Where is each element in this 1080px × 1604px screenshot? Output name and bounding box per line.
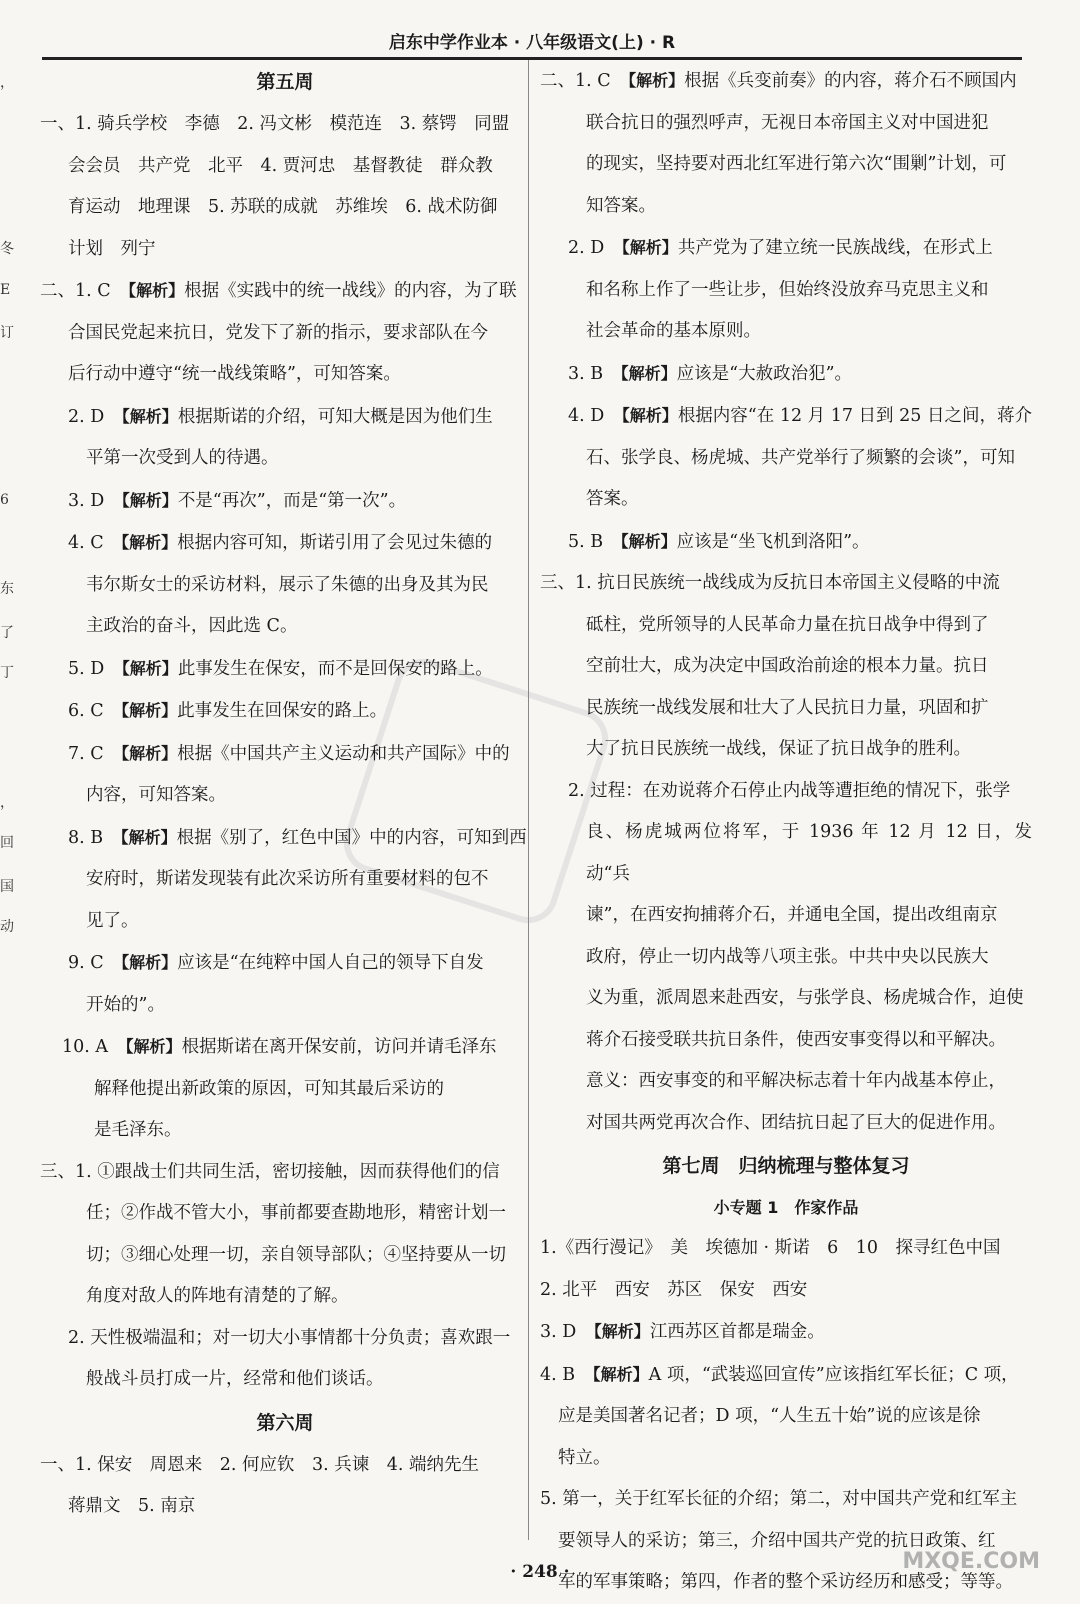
answer-line: 平第一次受到人的待遇。 xyxy=(86,448,279,468)
answer-line: 2. 天性极端温和；对一切大小事情都十分负责；喜欢跟一 xyxy=(68,1327,511,1348)
answer-line: 石、张学良、杨虎城、共产党举行了频繁的会谈”，可知 xyxy=(586,447,1015,468)
page-header: 启东中学作业本 · 八年级语文(上) · R xyxy=(42,28,1022,60)
answer-line: 谏”，在西安拘捕蒋介石，并通电全国，提出改组南京 xyxy=(586,905,998,925)
subsection-heading: 小专题 1 作家作品 xyxy=(713,1198,859,1217)
answer-line: 9. C 【解析】应该是“在纯粹中国人自己的领导下自发 xyxy=(68,953,484,973)
answer-line: 7. C 【解析】根据《中国共产主义运动和共产国际》中的 xyxy=(68,743,510,764)
answer-line: 4. D 【解析】根据内容“在 12 月 17 日到 25 日之间，蒋介 xyxy=(568,406,1032,426)
answer-line: 蒋介石接受联共抗日条件，使西安事变得以和平解决。 xyxy=(586,1029,1006,1050)
answer-line: 社会革命的基本原则。 xyxy=(586,321,761,341)
answer-line: 3. B 【解析】应该是“大赦政治犯”。 xyxy=(568,363,853,384)
answer-line: 意义：西安事变的和平解决标志着十年内战基本停止， xyxy=(586,1071,1006,1091)
answer-line: 联合抗日的强烈呼声，无视日本帝国主义对中国进犯 xyxy=(586,112,989,133)
answer-line: 政府，停止一切内战等八项主张。中共中央以民族大 xyxy=(586,946,989,967)
answer-line: 6. C 【解析】此事发生在回保安的路上。 xyxy=(68,701,388,721)
answer-line: 空前壮大，成为决定中国政治前途的根本力量。抗日 xyxy=(586,656,989,676)
answer-line: 的现实，坚持要对西北红军进行第六次“围剿”计划，可 xyxy=(586,154,1007,174)
answer-line: 2. 北平 西安 苏区 保安 西安 xyxy=(540,1279,808,1300)
answer-line: 一、1. 保安 周恩来 2. 何应钦 3. 兵谏 4. 端纳先生 xyxy=(40,1454,480,1475)
answer-line: 般战斗员打成一片，经常和他们谈话。 xyxy=(86,1369,384,1389)
answer-line: 开始的”。 xyxy=(86,994,165,1015)
answer-line: 答案。 xyxy=(586,489,639,509)
answer-line: 3. D 【解析】不是“再次”，而是“第一次”。 xyxy=(68,490,407,511)
answer-line: 要领导人的采访；第三，介绍中国共产党的抗日政策、红 xyxy=(558,1530,996,1551)
section-heading-week7: 第七周 归纳梳理与整体复习 xyxy=(662,1155,910,1177)
right-column xyxy=(540,60,1032,1604)
answer-line: 知答案。 xyxy=(586,195,656,216)
answer-line: 是毛泽东。 xyxy=(94,1120,182,1140)
answer-line: 5. 第一，关于红军长征的介绍；第二，对中国共产党和红军主 xyxy=(540,1489,1018,1509)
answer-line: 安府时，斯诺发现装有此次采访所有重要材料的包不 xyxy=(86,869,489,889)
answer-line: 三、1. 抗日民族统一战线成为反抗日本帝国主义侵略的中流 xyxy=(540,573,1000,593)
left-column xyxy=(40,60,530,1528)
answer-line: 军的军事策略；第四，作者的整个采访经历和感受；等等。 xyxy=(558,1572,1013,1592)
answer-line: 义为重，派周恩来赴西安，与张学良、杨虎城合作，迫使 xyxy=(586,988,1024,1008)
answer-line: 4. C 【解析】根据内容可知，斯诺引用了会见过朱德的 xyxy=(68,533,493,553)
section-heading-week5: 第五周 xyxy=(256,71,314,93)
answer-line: 5. B 【解析】应该是“坐飞机到洛阳”。 xyxy=(568,531,870,552)
answer-line: 会会员 共产党 北平 4. 贾河忠 基督教徒 群众教 xyxy=(68,155,493,176)
answer-line: 良、杨虎城两位将军，于 1936 年 12 月 12 日，发动“兵 xyxy=(586,822,1032,884)
page-number: · 248 · xyxy=(510,1562,570,1582)
answer-line: 大了抗日民族统一战线，保证了抗日战争的胜利。 xyxy=(586,739,971,759)
answer-line: 见了。 xyxy=(86,910,139,931)
answer-line: 10. A 【解析】根据斯诺在离开保安前，访问并请毛泽东 xyxy=(62,1037,497,1057)
answer-line: 民族统一战线发展和壮大了人民抗日力量，巩固和扩 xyxy=(586,697,989,718)
answer-line: 对国共两党再次合作、团结抗日起了巨大的促进作用。 xyxy=(586,1112,1006,1133)
answer-line: 内容，可知答案。 xyxy=(86,785,226,805)
answer-line: 角度对敌人的阵地有清楚的了解。 xyxy=(86,1286,349,1306)
answer-line: 3. D 【解析】江西苏区首都是瑞金。 xyxy=(540,1322,825,1342)
answer-line: 任；②作战不管大小，事前都要查勘地形，精密计划一 xyxy=(86,1203,506,1223)
answer-line: 三、1. ①跟战士们共同生活，密切接触，因而获得他们的信 xyxy=(40,1161,500,1182)
page-edge-fragments: ， 冬 E 订 6 东 了 丁 ， 回 国 动 xyxy=(0,75,14,935)
answer-line: 主政治的奋斗，因此选 C。 xyxy=(86,616,298,636)
answer-line: 和名称上作了一些让步，但始终没放弃马克思主义和 xyxy=(586,279,989,300)
section-heading-week6: 第六周 xyxy=(256,1411,314,1434)
answer-line: 1.《西行漫记》 美 埃德加 · 斯诺 6 10 探寻红色中国 xyxy=(540,1238,1001,1258)
answer-line: 解释他提出新政策的原因，可知其最后采访的 xyxy=(94,1078,444,1099)
answer-line: 应是美国著名记者；D 项，“人生五十始”说的应该是徐 xyxy=(558,1406,981,1426)
answer-line: 后行动中遵守“统一战线策略”，可知答案。 xyxy=(68,364,401,384)
answer-line: 切；③细心处理一切，亲自领导部队；④坚持要从一切 xyxy=(86,1244,506,1265)
answer-line: 2. D 【解析】根据斯诺的介绍，可知大概是因为他们生 xyxy=(68,406,493,427)
answer-line: 4. B 【解析】A 项，“武装巡回宣传”应该指红军长征；C 项， xyxy=(540,1364,1019,1385)
answer-line: 8. B 【解析】根据《别了，红色中国》中的内容，可知到西 xyxy=(68,827,527,848)
answer-line: 2. D 【解析】共产党为了建立统一民族战线，在形式上 xyxy=(568,238,993,258)
answer-line: 砥柱，党所领导的人民革命力量在抗日战争中得到了 xyxy=(586,614,989,635)
answer-line: 一、1. 骑兵学校 李德 2. 冯文彬 模范连 3. 蔡锷 同盟 xyxy=(40,114,510,134)
answer-line: 蒋鼎文 5. 南京 xyxy=(68,1496,196,1516)
answer-line: 二、1. C 【解析】根据《实践中的统一战线》的内容，为了联 xyxy=(40,281,517,301)
answer-line: 计划 列宁 xyxy=(68,238,156,259)
answer-line: 育运动 地理课 5. 苏联的成就 苏维埃 6. 战术防御 xyxy=(68,197,498,217)
answer-line: 特立。 xyxy=(558,1447,611,1468)
answer-line: 2. 过程：在劝说蒋介石停止内战等遭拒绝的情况下，张学 xyxy=(568,780,1011,801)
watermark-logo: MXQE.COM xyxy=(902,1549,1040,1574)
answer-line: 合国民党起来抗日，党发下了新的指示，要求部队在今 xyxy=(68,322,488,343)
answer-line: 二、1. C 【解析】根据《兵变前奏》的内容，蒋介石不顾国内 xyxy=(540,71,1017,91)
answer-line: 韦尔斯女士的采访材料，展示了朱德的出身及其为民 xyxy=(86,574,489,595)
answer-line: 5. D 【解析】此事发生在保安，而不是回保安的路上。 xyxy=(68,658,493,679)
